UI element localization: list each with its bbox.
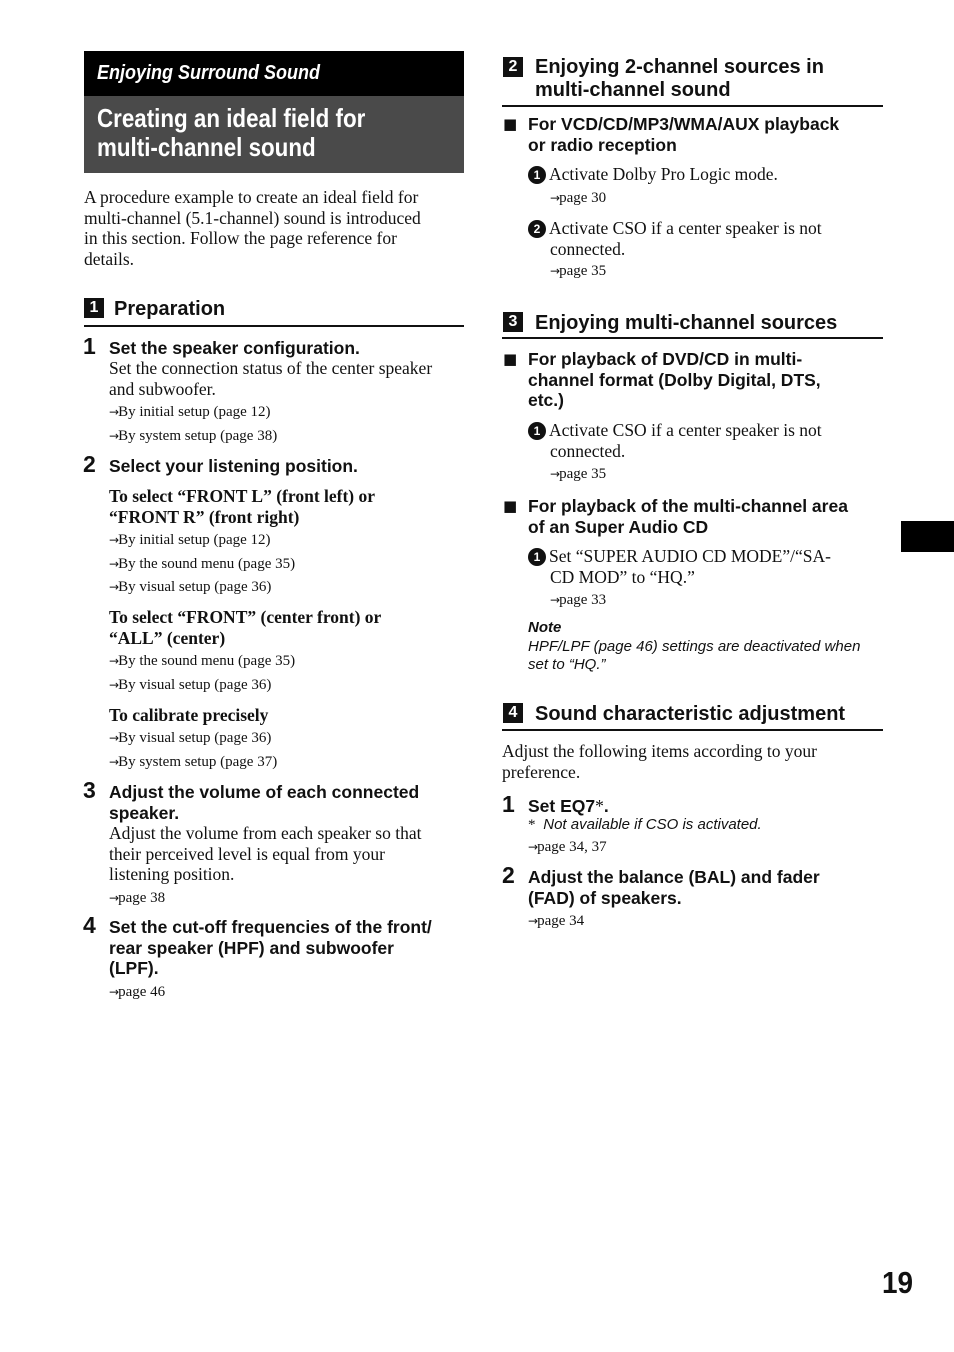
step-number: 2 — [502, 862, 515, 888]
intro-line: preference. — [502, 761, 581, 782]
subheading-line: To select “FRONT” (center front) or — [109, 607, 382, 627]
page-reference: →By initial setup (page 12) — [109, 404, 271, 420]
arrow-icon: → — [109, 405, 119, 419]
page-title-line2: multi-channel sound — [97, 132, 316, 162]
circled-number-icon: 1 — [528, 422, 546, 440]
section-title — [535, 56, 824, 102]
body-line: and subwoofer. — [109, 378, 216, 399]
section-number-box: 2 — [503, 57, 523, 77]
section-number-box: 4 — [503, 703, 523, 723]
subheading-line: etc.) — [528, 390, 564, 410]
section-label: Enjoying Surround Sound — [97, 62, 320, 84]
page-reference: →page 35 — [550, 263, 607, 279]
note-text — [528, 638, 860, 674]
section-intro — [502, 741, 817, 782]
page-reference: →page 30 — [550, 190, 607, 206]
page-title-line1: Creating an ideal field for — [97, 103, 366, 133]
note-line: set to “HQ.” — [528, 656, 606, 673]
body-line: Adjust the volume from each speaker so that — [109, 823, 422, 843]
step-body — [109, 358, 432, 399]
page-number: 19 — [882, 1265, 914, 1300]
arrow-icon: → — [550, 593, 560, 607]
step-body — [109, 823, 421, 885]
numbered-item: 1 Activate Dolby Pro Logic mode. — [528, 164, 778, 185]
circled-number-icon: 1 — [528, 548, 546, 566]
arrow-icon: → — [528, 840, 538, 854]
intro-paragraph — [84, 187, 464, 269]
page-reference: →page 33 — [550, 592, 607, 608]
subheading-line: For playback of the multi-channel area — [528, 496, 848, 516]
section-header-bar — [84, 51, 464, 96]
item-line: connected. — [550, 440, 626, 461]
square-bullet-icon: ■ — [503, 497, 518, 515]
step-title — [528, 867, 820, 908]
item-line: connected. — [550, 238, 626, 259]
step-number: 1 — [83, 333, 96, 359]
section-rule — [502, 337, 883, 339]
circled-number-icon: 2 — [528, 220, 546, 238]
numbered-item: 1 Set “SUPER AUDIO CD MODE”/“SA- CD MOD” to “HQ.” — [528, 546, 831, 587]
title-line: (FAD) of speakers. — [528, 887, 682, 908]
step-number: 3 — [83, 777, 96, 803]
page-title — [97, 104, 365, 162]
title-line: Adjust the balance (BAL) and fader — [528, 867, 820, 887]
page-reference: →By initial setup (page 12) — [109, 532, 271, 548]
section-4-heading — [503, 703, 845, 726]
arrow-icon: → — [109, 533, 119, 547]
section-3-heading — [503, 312, 837, 335]
intro-line: in this section. Follow the page reference for — [84, 228, 397, 248]
square-bullet-icon: ■ — [503, 115, 518, 133]
step-title: Select your listening position. — [109, 456, 358, 476]
title-line: rear speaker (HPF) and subwoofer — [109, 937, 394, 958]
item-line: CD MOD” to “HQ.” — [550, 566, 695, 587]
subheading-line: channel format (Dolby Digital, DTS, — [528, 369, 821, 390]
section-title: Preparation — [114, 298, 226, 320]
arrow-icon: → — [109, 429, 119, 443]
arrow-icon: → — [109, 678, 119, 692]
subheading — [109, 607, 381, 648]
step-title: Set the speaker configuration. — [109, 338, 360, 358]
arrow-icon: → — [109, 557, 119, 571]
body-line: their perceived level is equal from your — [109, 843, 386, 864]
step-title — [109, 782, 419, 823]
subheading-line: For playback of DVD/CD in multi- — [528, 349, 803, 369]
intro-line: multi-channel (5.1-channel) sound is introduced — [84, 207, 421, 228]
page-reference: →By system setup (page 38) — [109, 428, 278, 444]
step-number: 1 — [502, 791, 515, 817]
section-number-box: 1 — [84, 298, 104, 318]
title-line: multi-channel sound — [535, 79, 731, 101]
intro-line: details. — [84, 248, 135, 269]
body-line: Set the connection status of the center speaker — [109, 358, 433, 378]
subheading-line: or radio reception — [528, 134, 677, 155]
section-2-heading — [503, 56, 824, 101]
section-rule — [84, 325, 464, 327]
arrow-icon: → — [528, 914, 538, 928]
page-reference: →page 34 — [528, 913, 585, 929]
title-line: Set the cut-off frequencies of the front/ — [109, 917, 432, 937]
arrow-icon: → — [109, 755, 119, 769]
section-rule — [502, 105, 883, 107]
section-number-box: 3 — [503, 312, 523, 332]
page-reference: →By visual setup (page 36) — [109, 579, 272, 595]
title-line: speaker. — [109, 802, 180, 823]
page-title-box — [84, 96, 464, 173]
page-reference: →By system setup (page 37) — [109, 754, 278, 770]
page-reference: →page 38 — [109, 890, 166, 906]
note-line: HPF/LPF (page 46) settings are deactivated when — [528, 638, 861, 655]
arrow-icon: → — [109, 891, 119, 905]
step-number: 2 — [83, 451, 96, 477]
subheading-line: “FRONT R” (front right) — [109, 506, 300, 527]
intro-line: A procedure example to create an ideal field for — [84, 187, 419, 207]
title-line: Adjust the volume of each connected — [109, 782, 420, 802]
section-rule — [502, 729, 883, 731]
asterisk: * — [528, 817, 536, 833]
numbered-item: 2 Activate CSO if a center speaker is not connected. — [528, 218, 822, 259]
footnote: * Not available if CSO is activated. — [528, 816, 762, 833]
arrow-icon: → — [550, 264, 560, 278]
arrow-icon: → — [109, 731, 119, 745]
subheading-line: “ALL” (center) — [109, 627, 226, 648]
title-line: (LPF). — [109, 958, 159, 978]
page-reference: →page 46 — [109, 984, 166, 1000]
arrow-icon: → — [550, 467, 560, 481]
step-title: Set EQ7*. — [528, 796, 609, 816]
arrow-icon: → — [109, 580, 119, 594]
subheading-line: of an Super Audio CD — [528, 516, 709, 537]
page-reference: →By visual setup (page 36) — [109, 730, 272, 746]
page-reference: →page 34, 37 — [528, 839, 607, 855]
section-title: Enjoying multi-channel sources — [535, 312, 838, 334]
page-reference: →By visual setup (page 36) — [109, 677, 272, 693]
page-reference: →By the sound menu (page 35) — [109, 556, 296, 572]
body-line: listening position. — [109, 864, 235, 884]
page-reference: →page 35 — [550, 466, 607, 482]
arrow-icon: → — [550, 191, 560, 205]
square-bullet-icon: ■ — [503, 350, 518, 368]
section-1-heading — [84, 298, 225, 321]
subheading-line: To select “FRONT L” (front left) or — [109, 486, 376, 506]
note-label: Note — [528, 619, 562, 636]
numbered-item: 1 Activate CSO if a center speaker is not connected. — [528, 420, 822, 461]
subheading — [109, 486, 375, 527]
step-number: 4 — [83, 912, 96, 938]
page-reference: →By the sound menu (page 35) — [109, 653, 296, 669]
asterisk: * — [595, 796, 604, 816]
circled-number-icon: 1 — [528, 166, 546, 184]
thumb-tab — [901, 521, 954, 552]
step-title — [109, 917, 432, 979]
subheading: To calibrate precisely — [109, 705, 269, 725]
subheading-line: For VCD/CD/MP3/WMA/AUX playback — [528, 114, 840, 134]
arrow-icon: → — [109, 654, 119, 668]
arrow-icon: → — [109, 985, 119, 999]
title-line: Enjoying 2-channel sources in — [535, 56, 824, 78]
section-title: Sound characteristic adjustment — [535, 703, 846, 725]
intro-line: Adjust the following items according to your — [502, 741, 817, 761]
